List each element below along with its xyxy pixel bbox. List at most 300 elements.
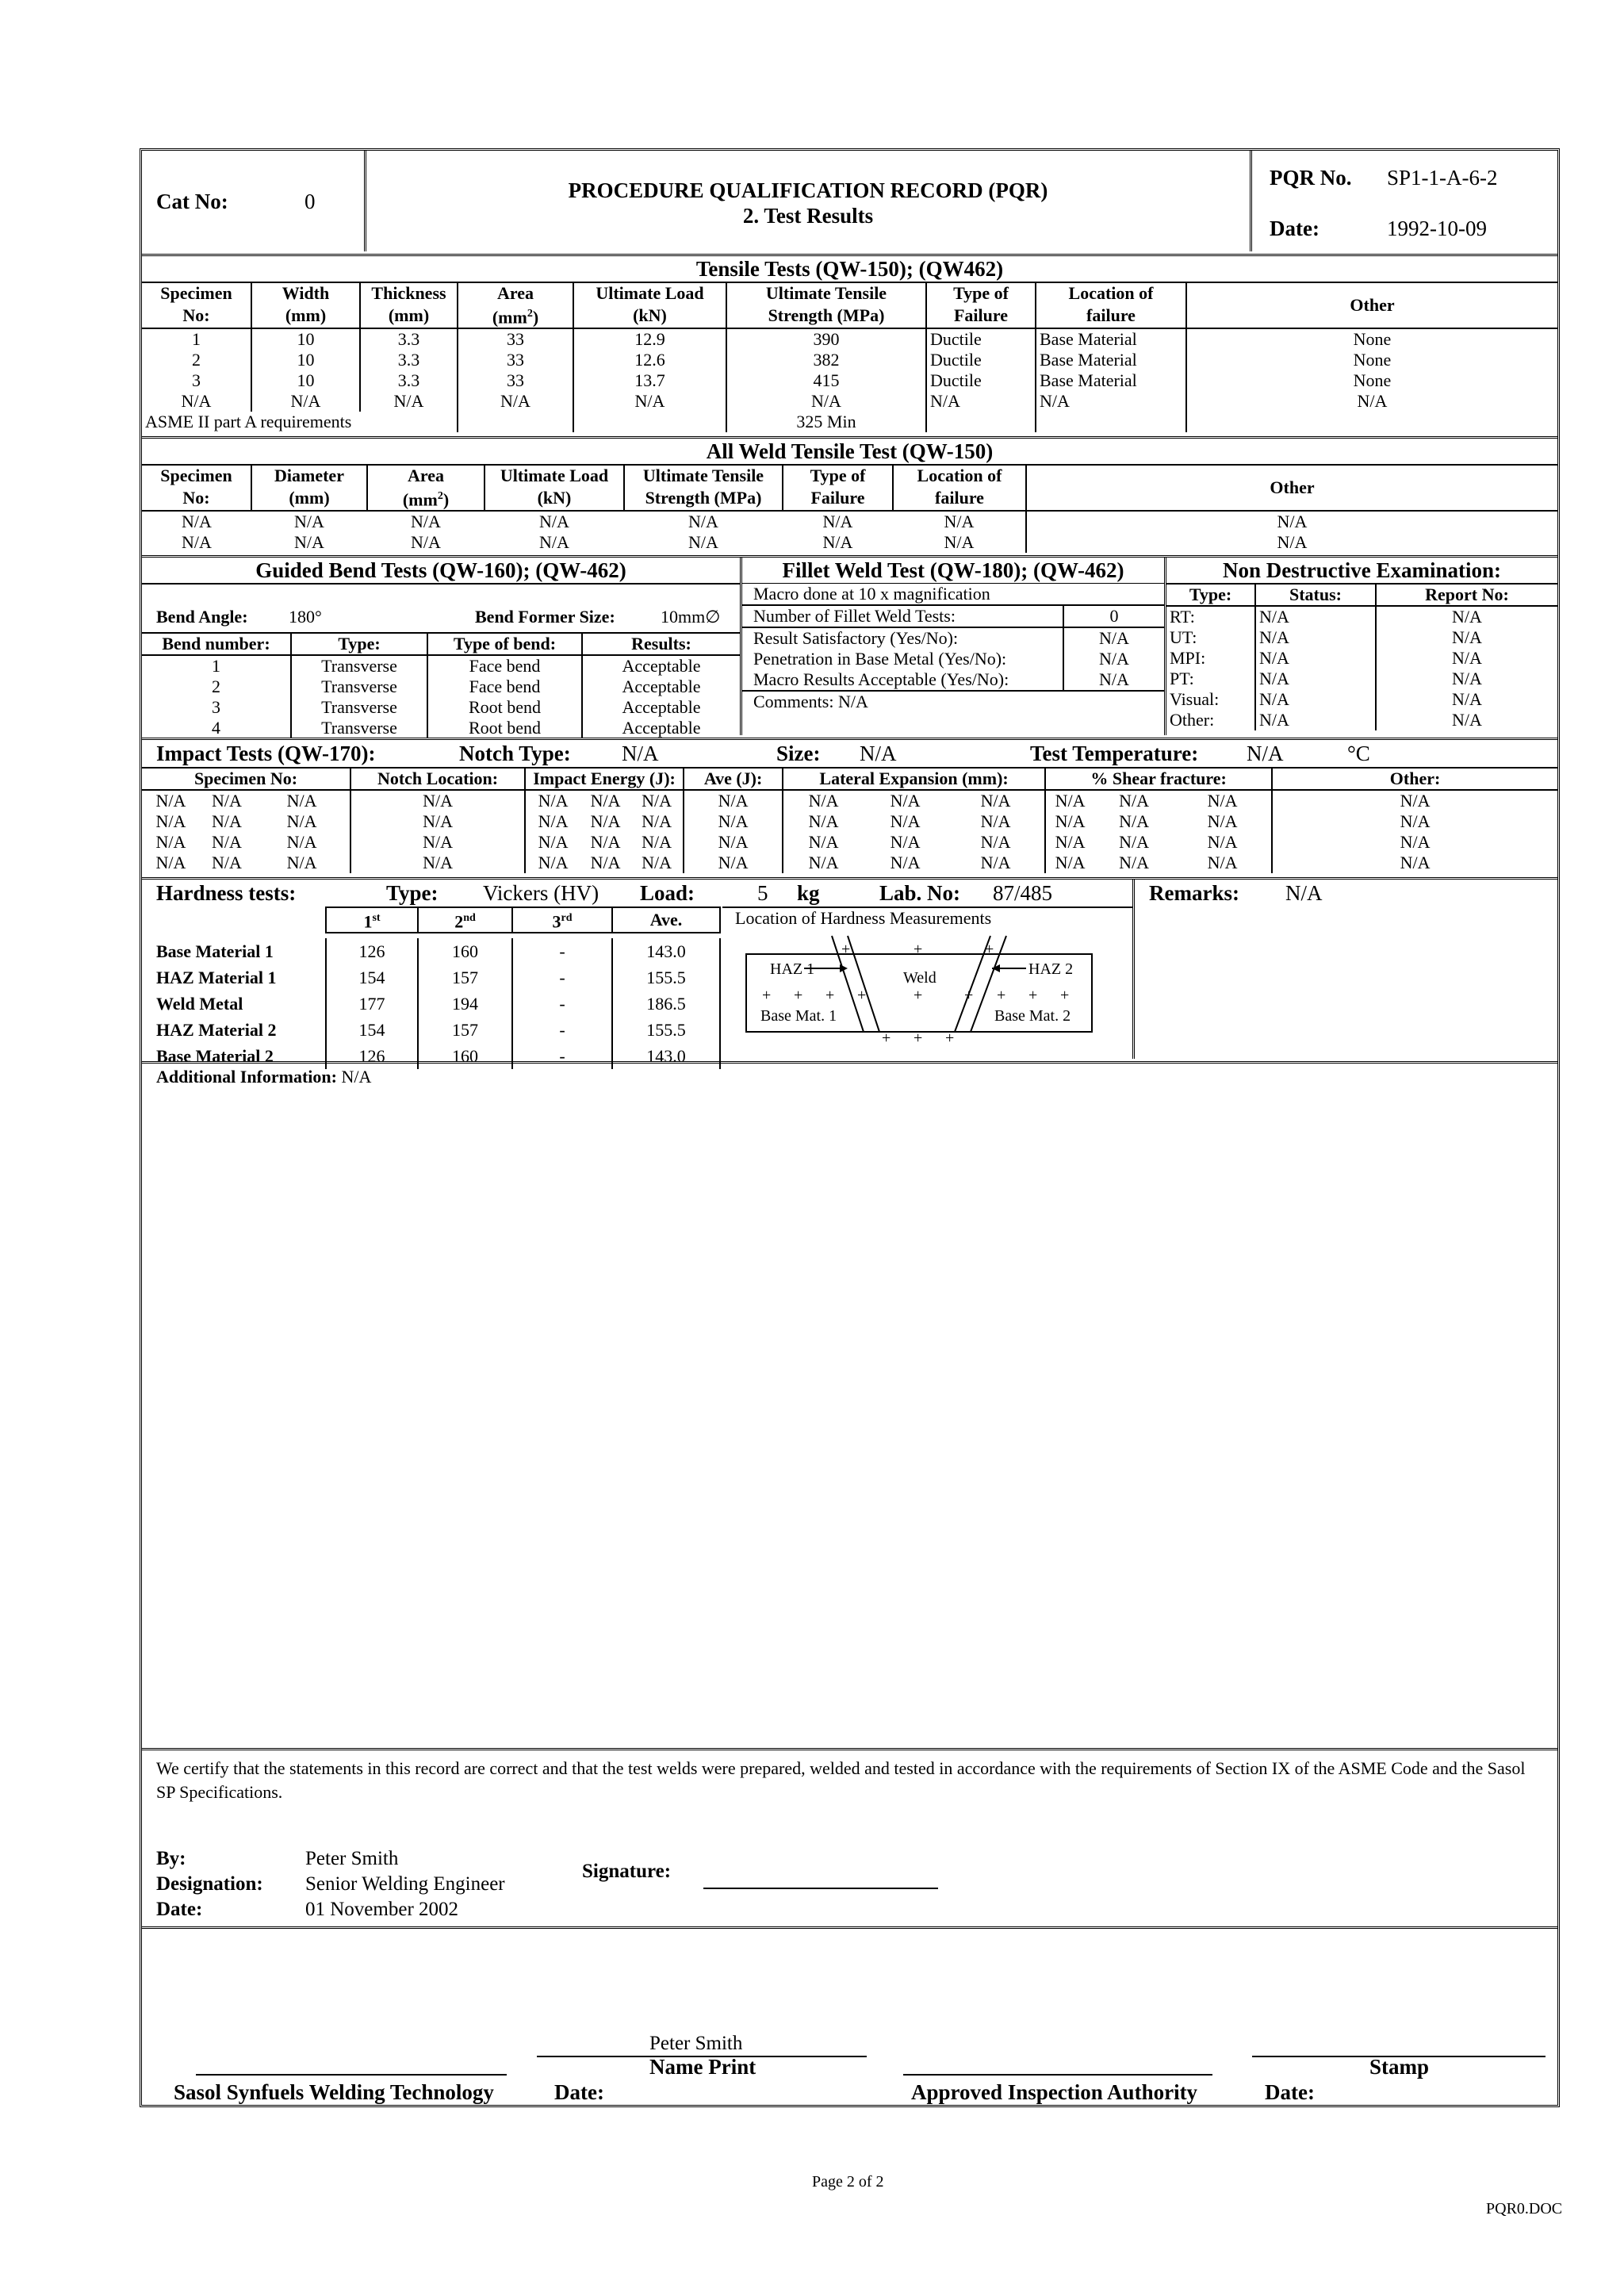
cell [458,412,573,432]
hardness-section [142,880,1557,1064]
cell: 157 [418,1017,512,1043]
temp-unit: °C [1347,742,1370,765]
sasol-line [196,2074,507,2076]
table-row [142,811,1557,832]
cell: 33 [458,328,573,350]
cell: N/A [1186,391,1557,412]
page-number: Page 2 of 2 [812,2173,884,2191]
cell: N/A [1376,669,1557,689]
cell: Weld Metal [156,993,243,1014]
table-row [142,350,1557,370]
remarks-panel [1135,880,1557,1059]
all-weld-header: Strength (MPa) [624,486,783,511]
cell: N/A [1119,811,1150,831]
cell: N/A [294,512,324,532]
fillet-title: Fillet Weld Test (QW-180); (QW-462) [742,558,1164,584]
cell: HAZ Material 2 [156,1019,277,1040]
cell: N/A [944,512,975,532]
all-weld-title: All Weld Tensile Test (QW-150) [142,439,1557,466]
cell: 10 [251,328,360,350]
cell: N/A [294,532,324,553]
nde-header: Report No: [1376,585,1557,606]
haz2-label: HAZ 2 [1028,960,1074,978]
footer-date-1: Date: [554,2080,604,2104]
hardness-header-row [142,907,720,933]
table-row [1166,710,1557,730]
cell: N/A [525,790,580,811]
cell: 12.6 [573,350,726,370]
cell: N/A [590,832,621,852]
hardness-table-wrap [142,907,721,1069]
impact-header: Ave (J): [684,769,783,790]
measurement-point: + [914,941,923,958]
asme-value: 325 Min [726,412,926,432]
cell: N/A [1272,853,1557,873]
cell: 2 [192,350,201,370]
cell: N/A [155,811,186,831]
cell: N/A [350,832,525,853]
cell: 390 [726,328,926,350]
asme-row [142,412,1557,432]
cell: N/A [684,853,783,873]
cell: Number of Fillet Weld Tests: [753,606,956,626]
cell: N/A [155,832,186,852]
base1-label: Base Mat. 1 [760,1007,837,1025]
table-row [142,391,1557,412]
cell: 154 [326,964,418,991]
cell: Root bend [427,718,582,738]
load-label: Load: [640,881,695,905]
cell: Root bend [427,697,582,718]
cell [142,907,326,933]
cell: N/A [1063,649,1164,669]
cell: N/A [590,853,621,872]
all-weld-header: Location of [893,466,1026,486]
hardness-table [142,907,721,933]
cell: - [512,938,612,964]
unit-sup: 2 [437,490,443,502]
measurement-point: + [857,987,867,1004]
measurement-point: + [964,987,974,1004]
designation-value: Senior Welding Engineer [305,1873,505,1895]
tensile-header: Strength (MPa) [726,304,926,328]
table-row [142,853,1557,873]
fillet-table [742,606,1164,712]
cell: Base Material [1036,370,1186,391]
all-weld-header: failure [893,486,1026,511]
cell: N/A [539,532,569,553]
tensile-header: (mm) [360,304,458,328]
cell: Visual: [1170,689,1220,709]
measurement-point: + [914,987,923,1004]
col-sup: nd [463,912,476,924]
cell: MPI: [1170,648,1206,668]
fillet-macro: Macro done at 10 x magnification [742,584,1164,606]
all-weld-header: Ultimate Load [485,466,624,486]
impact-header: Lateral Expansion (mm): [783,769,1045,790]
tensile-header: Type of [926,283,1036,304]
table-row [142,655,740,677]
nde-panel [1166,558,1557,735]
cell: N/A [1045,832,1094,853]
cell: Base Material [1036,350,1186,370]
cell: N/A [980,853,1011,872]
cell: N/A [890,811,921,831]
cell: Face bend [427,655,582,677]
cell [573,412,726,432]
all-weld-header: (mm) [251,486,367,511]
certify-date-value: 01 November 2002 [305,1899,459,1920]
cell: N/A [684,790,783,811]
bend-former-value: 10mm∅ [661,607,721,627]
cell: Acceptable [582,677,740,697]
cell: N/A [944,532,975,553]
cell: N/A [1045,790,1094,811]
header-section [142,151,1557,256]
cell: N/A [890,832,921,852]
bend-header: Type of bend: [427,633,582,655]
cell: N/A [458,391,573,412]
measurement-point: + [841,941,851,958]
cell: Acceptable [582,718,740,738]
cell: N/A [642,853,672,872]
cell: N/A [1272,811,1557,832]
impact-header: Impact Energy (J): [525,769,684,790]
cell: 10 [251,370,360,391]
cell: N/A [726,391,926,412]
cell: None [1186,328,1557,350]
cell: N/A [155,791,186,811]
cell: Transverse [291,677,427,697]
cell: N/A [590,791,621,811]
measurement-point: + [762,987,772,1004]
hardness-col-2 [418,907,512,933]
all-weld-header-area-unit [367,486,485,511]
hardness-values [142,938,721,1069]
stamp-label: Stamp [1369,2055,1430,2079]
cell: 1 [212,656,220,676]
unit-text: (mm [492,307,527,328]
tensile-header-area-unit [458,304,573,328]
hardness-col-3 [512,907,612,933]
load-unit: kg [797,881,820,905]
cell: N/A [1255,669,1376,689]
hardness-type-value: Vickers (HV) [483,881,599,905]
asme-label: ASME II part A requirements [145,412,352,432]
cell: 3 [192,370,201,391]
approved-label: Approved Inspection Authority [911,2080,1198,2104]
all-weld-header-row-1 [142,466,1557,486]
cell: N/A [212,853,242,872]
hardness-title-row [142,880,1132,907]
lab-label: Lab. No: [879,881,961,905]
hardness-type-label: Type: [386,881,439,905]
fillet-panel [742,558,1166,735]
tensile-header: Width [251,283,360,304]
cell: N/A [539,512,569,532]
cell: N/A [525,853,580,873]
tensile-header: failure [1036,304,1186,328]
col-text: 2 [454,911,464,932]
impact-header: Other: [1272,769,1557,790]
measurement-point: + [882,1029,891,1047]
all-weld-header: Failure [783,486,893,511]
measurement-point: + [1028,987,1038,1004]
cell: N/A [1119,853,1150,872]
cell: N/A [926,391,1036,412]
cell: 415 [726,370,926,391]
additional-section [142,1064,1557,1750]
bend-angle-value: 180° [289,607,322,627]
footer-date-2: Date: [1265,2080,1315,2104]
approved-line [903,2074,1212,2076]
cell: N/A [1036,391,1186,412]
cell: N/A [890,791,921,811]
page-title: PROCEDURE QUALIFICATION RECORD (PQR) [568,178,1048,202]
all-weld-header: Area [367,466,485,486]
cell: N/A [155,853,186,872]
bend-header-row [142,633,740,655]
cell: N/A [212,791,242,811]
additional-info [142,1064,1557,1087]
cell: N/A [783,832,864,853]
cell: 0 [1063,606,1164,627]
cell: N/A [1272,832,1557,853]
cell: N/A [1119,832,1150,852]
cell: N/A [1255,710,1376,730]
pqr-form [140,148,1560,2107]
cell: N/A [182,512,212,532]
col-sup: st [372,912,381,924]
cell: N/A [1376,648,1557,669]
cell: N/A [980,791,1011,811]
cell: 143.0 [612,938,720,964]
cell: N/A [1119,791,1150,811]
cell: Acceptable [582,697,740,718]
cell: N/A [181,391,212,412]
cell: N/A [360,391,458,412]
remarks-label: Remarks: [1149,881,1239,905]
by-label: By: [156,1848,186,1869]
all-weld-header: (kN) [485,486,624,511]
cell: N/A [525,811,580,832]
cell: N/A [1272,790,1557,811]
footer-sign-section [142,1929,1557,2105]
bend-header: Type: [291,633,427,655]
table-row [142,370,1557,391]
bend-params [142,585,740,632]
cell: N/A [1255,606,1376,627]
tensile-header: Specimen [160,283,232,303]
pqr-value: SP1-1-A-6-2 [1387,166,1498,190]
cell: Transverse [291,697,427,718]
cell: N/A [1207,811,1238,831]
cell: 382 [726,350,926,370]
bend-panel [142,558,742,738]
designation-label: Designation: [156,1873,263,1895]
tensile-header: Failure [926,304,1036,328]
unit-text: (mm [402,489,438,510]
hardness-location-panel [722,907,1132,1059]
nde-header: Status: [1255,585,1376,606]
table-row [742,649,1164,669]
cell: N/A [890,853,921,872]
fusion-line-left [848,936,879,1032]
cell: N/A [1063,627,1164,649]
impact-title: Impact Tests (QW-170): [156,742,376,765]
weld-label: Weld [903,969,936,987]
cell: 155.5 [612,964,720,991]
impact-header: Notch Location: [350,769,525,790]
cell: N/A [1045,853,1094,873]
cell: N/A [642,791,672,811]
cell: Macro Results Acceptable (Yes/No): [753,669,1009,689]
bend-fillet-nde-section [142,558,1557,740]
all-weld-table [142,466,1557,553]
impact-header: % Shear fracture: [1045,769,1272,790]
cell: N/A [688,512,718,532]
lab-value: 87/485 [993,881,1053,905]
certify-date-label: Date: [156,1899,203,1920]
cell: PT: [1170,669,1194,688]
cell: - [512,964,612,991]
cell: N/A [980,811,1011,831]
cell: N/A [1207,791,1238,811]
cell: N/A [688,532,718,553]
bend-table [142,632,740,738]
nde-title: Non Destructive Examination: [1166,558,1557,585]
cell: N/A [642,832,672,852]
impact-header: Specimen No: [193,769,298,788]
haz1-label: HAZ 1 [770,960,815,978]
table-row [142,511,1557,532]
cat-label: Cat No: [156,190,228,213]
cell: None [1186,350,1557,370]
bend-header: Bend number: [162,634,270,654]
impact-title-row [142,740,1557,769]
hardness-col-ave: Ave. [612,907,720,933]
table-row [142,790,1557,811]
tensile-title: Tensile Tests (QW-150); (QW462) [142,256,1557,283]
cell: - [512,1043,612,1069]
temp-value: N/A [1247,742,1284,765]
cell: N/A [1045,811,1094,832]
cell: 160 [418,1043,512,1069]
impact-section [142,740,1557,880]
name-print-value: Peter Smith [649,2033,743,2054]
table-row [142,991,720,1017]
cell: RT: [1170,607,1195,627]
cell: Transverse [291,718,427,738]
base2-label: Base Mat. 2 [994,1007,1071,1025]
tensile-header: Ultimate Tensile [726,283,926,304]
cell: Face bend [427,677,582,697]
cell: Base Material [1036,328,1186,350]
cell: N/A [1255,648,1376,669]
cell: None [1186,370,1557,391]
table-row [742,627,1164,649]
table-row [142,1017,720,1043]
all-weld-header: Diameter [251,466,367,486]
table-row [142,677,740,697]
table-row [1166,648,1557,669]
cell: Transverse [291,655,427,677]
tensile-header: Thickness [360,283,458,304]
fillet-comments: Comments: N/A [753,692,868,711]
doc-name: PQR0.DOC [1486,2200,1563,2217]
by-value: Peter Smith [305,1848,399,1869]
all-weld-header: Specimen [160,466,232,485]
cell: N/A [1376,710,1557,730]
impact-table [142,769,1557,873]
cell: Other: [1170,710,1215,730]
tensile-header: No: [182,305,210,326]
date-label: Date: [1270,217,1320,240]
cell [1186,412,1557,432]
cell: 3.3 [360,350,458,370]
cell: 186.5 [612,991,720,1017]
cell: 126 [326,1043,418,1069]
cell: 13.7 [573,370,726,391]
cell: N/A [212,832,242,852]
cell: 155.5 [612,1017,720,1043]
cell: N/A [212,811,242,831]
cell: N/A [286,832,317,852]
all-weld-header: Ultimate Tensile [624,466,783,486]
remarks-value: N/A [1285,881,1323,905]
additional-value: N/A [341,1067,372,1087]
bend-angle-label: Bend Angle: [156,607,248,627]
table-row [142,832,1557,853]
all-weld-header: Type of [783,466,893,486]
cell: N/A [980,832,1011,852]
cell: N/A [684,811,783,832]
tensile-header: (mm) [251,304,360,328]
cell: UT: [1170,627,1197,647]
bend-title: Guided Bend Tests (QW-160); (QW-462) [142,558,740,585]
unit-sup: 2 [527,308,533,320]
sasol-label: Sasol Synfuels Welding Technology [174,2080,494,2104]
tensile-header: (kN) [573,304,726,328]
bend-former-label: Bend Former Size: [475,607,615,627]
impact-header-row [142,769,1557,790]
cell: N/A [642,811,672,831]
cell: N/A [350,811,525,832]
measurement-point: + [914,1029,923,1047]
cell: N/A [1026,532,1557,553]
measurement-point: + [997,987,1006,1004]
measurement-point: + [1060,987,1070,1004]
temp-label: Test Temperature: [1030,742,1199,765]
tensile-header-row-1 [142,283,1557,304]
cell: HAZ Material 1 [156,967,277,987]
cell: N/A [573,391,726,412]
certify-text: We certify that the statements in this record are correct and that the test welds were prepared, welded and tested in accordance with the requirements of Section IX of the ASME Code and the Sasol SP Specifications. [156,1758,1526,1802]
cell: N/A [411,512,441,532]
cell: 160 [418,938,512,964]
signature-line [703,1888,938,1889]
col-text: 1 [363,911,373,932]
table-row [742,606,1164,627]
cell: 143.0 [612,1043,720,1069]
cell: N/A [525,832,580,853]
cell: 1 [192,329,201,350]
cell: Ductile [926,350,1036,370]
notch-label: Notch Type: [459,742,571,765]
hardness-panel [142,880,1135,1066]
measurement-point: + [794,987,803,1004]
table-row [1166,689,1557,710]
